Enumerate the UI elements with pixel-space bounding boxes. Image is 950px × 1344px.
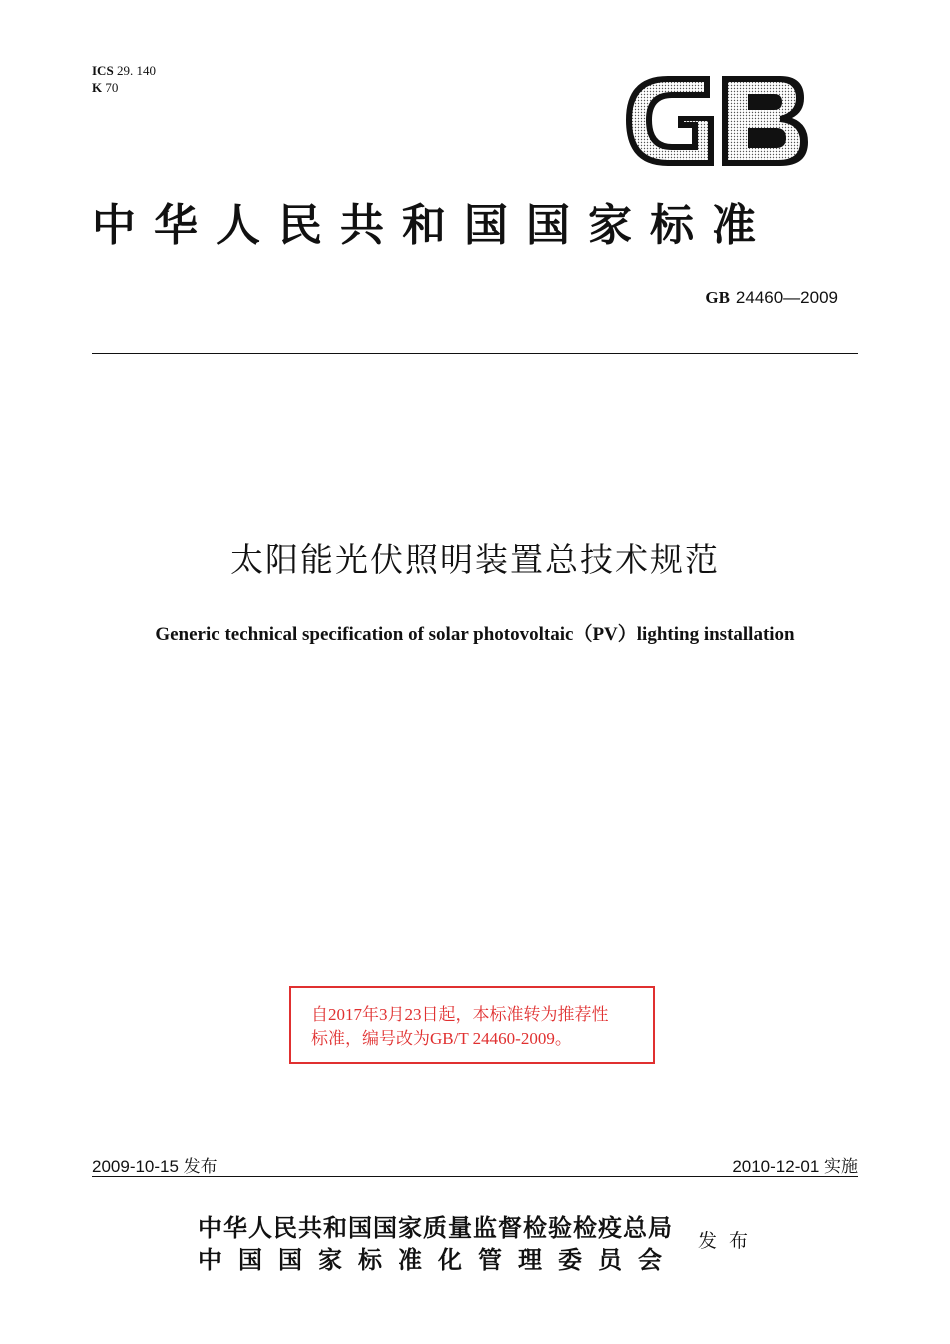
- notice-line-1: 自2017年3月23日起，本标准转为推荐性: [311, 1005, 609, 1024]
- ics-code: [92, 62, 156, 79]
- standard-title-english: Generic technical specification of solar photovoltaic（PV）lighting installation: [155, 624, 795, 645]
- standard-number-prefix: GB: [705, 288, 730, 307]
- status-notice-box: [289, 986, 655, 1064]
- ics-value: 29. 140: [116, 63, 156, 78]
- ics-label: ICS: [92, 63, 114, 78]
- ccs-value: 70: [105, 80, 119, 95]
- issuing-org-aqsiq: 中华人民共和国国家质量监督检验检疫总局: [198, 1214, 673, 1242]
- publish-label: 发布: [698, 1230, 761, 1252]
- ccs-code: [92, 79, 156, 96]
- gb-logo: [622, 72, 810, 168]
- issuing-org-sac: 中国国家标准化管理委员会: [198, 1246, 678, 1274]
- national-standard-heading: 中华人民共和国国家标准: [92, 200, 774, 251]
- issue-date: 2009-10-15 发布: [92, 1157, 218, 1176]
- standard-number-value: 24460—2009: [735, 288, 838, 307]
- footer-divider: [92, 1176, 858, 1177]
- standard-title-chinese: 太阳能光伏照明装置总技术规范: [230, 540, 720, 579]
- implementation-date: 2010-12-01 实施: [732, 1157, 858, 1176]
- notice-line-2: 标准，编号改为GB/T 24460-2009。: [311, 1029, 572, 1048]
- classification-codes: [92, 62, 156, 96]
- standard-number: [705, 288, 838, 308]
- header-divider: [92, 353, 858, 354]
- ccs-label: K: [92, 80, 103, 95]
